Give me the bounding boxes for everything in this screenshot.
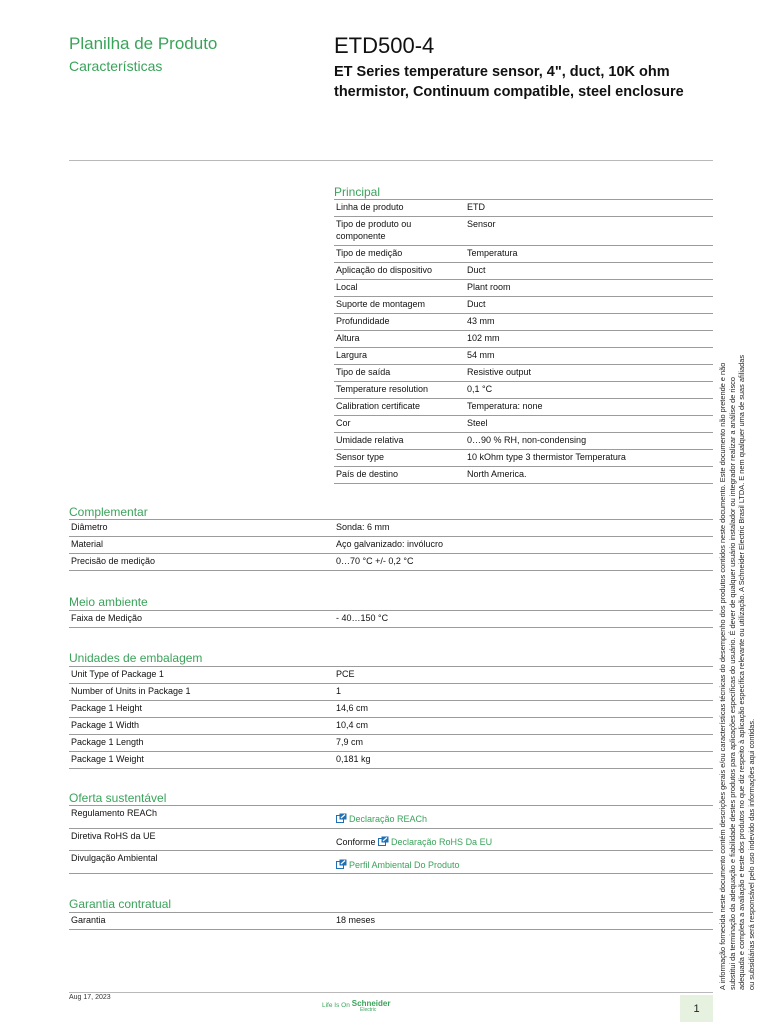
table-row (334, 399, 713, 416)
row-value: 0,1 °C (465, 382, 713, 399)
brand-name: Schneider (351, 999, 391, 1008)
row-value-prefix: Conforme (336, 836, 376, 847)
row-value: 7,9 cm (334, 735, 713, 752)
principal-table (334, 199, 713, 484)
row-value: Plant room (465, 280, 713, 297)
row-value: North America. (465, 467, 713, 484)
brand-tagline: Life Is On (322, 1002, 350, 1009)
product-description: ET Series temperature sensor, 4", duct, 10K ohm thermistor, Continuum compatible, steel enclosure (334, 64, 684, 100)
row-value: 10 kOhm type 3 thermistor Temperatura (465, 450, 713, 467)
table-row (334, 263, 713, 280)
table-row (69, 806, 713, 829)
row-value: 14,6 cm (334, 701, 713, 718)
header-divider (69, 160, 713, 161)
row-label: Diretiva RoHS da UE (69, 828, 334, 851)
brand-logo (322, 999, 390, 1013)
row-label: Package 1 Width (69, 718, 334, 735)
table-row (334, 348, 713, 365)
row-value: 10,4 cm (334, 718, 713, 735)
section-title-embalagem: Unidades de embalagem (69, 651, 203, 665)
row-value (334, 851, 713, 874)
table-row (334, 365, 713, 382)
section-title-garantia: Garantia contratual (69, 897, 172, 911)
table-row (334, 450, 713, 467)
row-label: Linha de produto (334, 200, 465, 217)
row-label: Diâmetro (69, 520, 334, 537)
row-value: 43 mm (465, 314, 713, 331)
document-link[interactable]: Declaração RoHS Da EU (391, 836, 493, 847)
row-value (334, 828, 713, 851)
document-title: Planilha de Produto (69, 34, 218, 53)
table-row (69, 520, 713, 537)
table-row (334, 416, 713, 433)
row-label: Material (69, 537, 334, 554)
section-title-meio-ambiente: Meio ambiente (69, 595, 148, 609)
row-value: Sensor (465, 217, 713, 246)
table-row (334, 297, 713, 314)
external-link-icon[interactable] (378, 836, 389, 846)
row-label: Cor (334, 416, 465, 433)
row-value: Resistive output (465, 365, 713, 382)
row-value (334, 806, 713, 829)
brand-sub: Electric (360, 1007, 377, 1013)
table-row (69, 828, 713, 851)
table-row (334, 200, 713, 217)
row-label: Garantia (69, 913, 334, 930)
row-value: PCE (334, 667, 713, 684)
table-row (69, 554, 713, 571)
row-label: Temperature resolution (334, 382, 465, 399)
row-value: 102 mm (465, 331, 713, 348)
row-label: Unit Type of Package 1 (69, 667, 334, 684)
row-label: Umidade relativa (334, 433, 465, 450)
row-label: Altura (334, 331, 465, 348)
row-value: - 40…150 °C (334, 611, 713, 628)
footer-date: Aug 17, 2023 (69, 994, 111, 1001)
row-value: 54 mm (465, 348, 713, 365)
table-row (69, 718, 713, 735)
row-label: Aplicação do dispositivo (334, 263, 465, 280)
table-row (69, 913, 713, 930)
row-label: Number of Units in Package 1 (69, 684, 334, 701)
disclaimer-text: A informação fornecida neste documento contém descrições gerais e/ou características técnicas do desempenho dos produtos contidos neste documento. Este documento não pretende e não substitui da terminação da adequação e fiabilidade destes produtos para aplicações específicas do usuário. É dever de qualquer usuário instalador ou integrador realizar a análise de risco adequada e completa a avaliação e teste dos produtos no que diz respeito à aplicação específica relevante ou utilização. A Schneider Electric Brasil LTDA. E nem qualquer uma de suas afiliadas ou subsidiárias será responsável pelo uso indevido das informações aqui contidas. (718, 354, 756, 990)
section-title-principal: Principal (334, 185, 381, 199)
table-row (334, 467, 713, 484)
row-label: Regulamento REACh (69, 806, 334, 829)
row-value: 0…90 % RH, non-condensing (465, 433, 713, 450)
table-row (334, 314, 713, 331)
embalagem-table (69, 666, 713, 769)
row-label: Calibration certificate (334, 399, 465, 416)
table-row (334, 217, 713, 246)
row-value: ETD (465, 200, 713, 217)
row-value: Temperatura (465, 246, 713, 263)
row-value: Aço galvanizado: invólucro (334, 537, 713, 554)
row-label: Tipo de medição (334, 246, 465, 263)
section-title-sustentavel: Oferta sustentável (69, 791, 167, 805)
table-row (334, 246, 713, 263)
meio-ambiente-table (69, 610, 713, 628)
row-label: Package 1 Height (69, 701, 334, 718)
row-label: País de destino (334, 467, 465, 484)
table-row (69, 667, 713, 684)
row-value: Sonda: 6 mm (334, 520, 713, 537)
row-value: Duct (465, 263, 713, 280)
table-row (69, 537, 713, 554)
table-row (69, 851, 713, 874)
header-right (334, 33, 709, 102)
table-row (334, 280, 713, 297)
document-link[interactable]: Declaração REACh (349, 814, 428, 825)
table-row (334, 382, 713, 399)
row-value: Duct (465, 297, 713, 314)
row-value: Temperatura: none (465, 399, 713, 416)
table-row (334, 331, 713, 348)
row-label: Divulgação Ambiental (69, 851, 334, 874)
table-row (69, 611, 713, 628)
header-left (69, 34, 217, 76)
row-value: 1 (334, 684, 713, 701)
row-value: 0…70 °C +/- 0,2 °C (334, 554, 713, 571)
page-number: 1 (680, 995, 713, 1022)
row-label: Precisão de medição (69, 554, 334, 571)
section-title-complementar: Complementar (69, 505, 148, 519)
external-link-icon[interactable] (336, 859, 347, 869)
garantia-table (69, 912, 713, 930)
table-row (69, 752, 713, 769)
row-value: 18 meses (334, 913, 713, 930)
external-link-icon[interactable] (336, 813, 347, 823)
row-label: Largura (334, 348, 465, 365)
row-label: Tipo de saída (334, 365, 465, 382)
table-row (69, 735, 713, 752)
row-label: Profundidade (334, 314, 465, 331)
row-value: 0,181 kg (334, 752, 713, 769)
document-link[interactable]: Perfil Ambiental Do Produto (349, 859, 460, 870)
document-subtitle: Características (69, 58, 163, 74)
table-row (334, 433, 713, 450)
product-code: ETD500-4 (334, 33, 435, 58)
row-label: Suporte de montagem (334, 297, 465, 314)
row-label: Tipo de produto ou componente (334, 217, 465, 246)
row-value: Steel (465, 416, 713, 433)
footer-divider (69, 992, 713, 993)
row-label: Local (334, 280, 465, 297)
row-label: Package 1 Length (69, 735, 334, 752)
table-row (69, 701, 713, 718)
row-label: Package 1 Weight (69, 752, 334, 769)
row-label: Faixa de Medição (69, 611, 334, 628)
table-row (69, 684, 713, 701)
row-label: Sensor type (334, 450, 465, 467)
complementar-table (69, 519, 713, 571)
sustentavel-table (69, 805, 713, 874)
